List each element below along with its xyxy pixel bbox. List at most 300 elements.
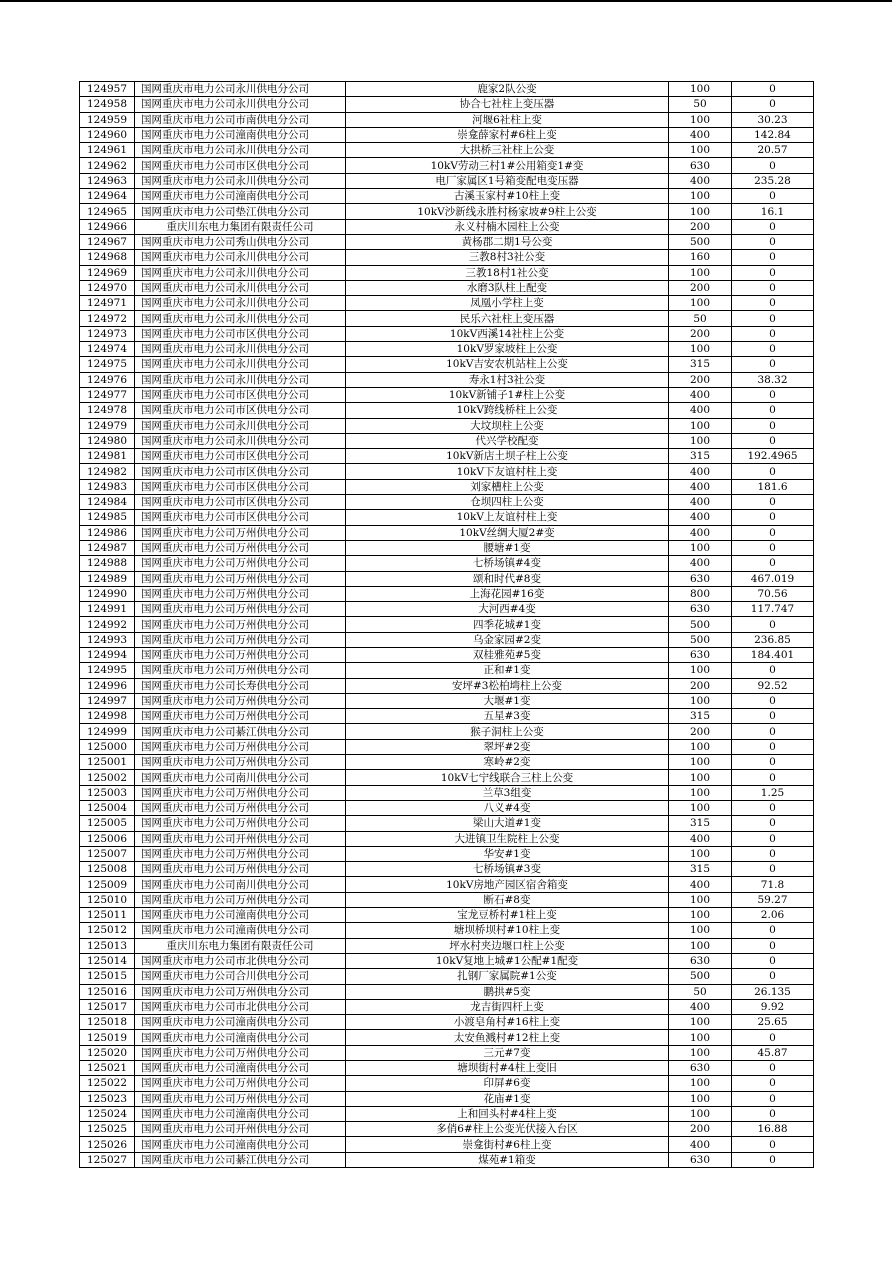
- capacity-cell: 100: [669, 693, 732, 708]
- row-id-cell: 124971: [80, 296, 135, 311]
- company-cell: 国网重庆市电力公司万州供电分公司: [135, 816, 346, 831]
- capacity-cell: 100: [669, 663, 732, 678]
- capacity-cell: 400: [669, 525, 732, 540]
- transformer-name-cell: 扎钢厂家属院#1公变: [346, 969, 669, 984]
- capacity-cell: 100: [669, 540, 732, 555]
- transformer-name-cell: 上和回头村#4柱上变: [346, 1106, 669, 1121]
- transformer-name-cell: 四季花城#1变: [346, 617, 669, 632]
- capacity-cell: 50: [669, 311, 732, 326]
- row-id-cell: 124958: [80, 97, 135, 112]
- transformer-name-cell: 大拱桥三社柱上公变: [346, 143, 669, 158]
- value-cell: 0: [732, 326, 814, 341]
- table-body: [80, 82, 814, 1168]
- table-row: [80, 311, 814, 326]
- transformer-name-cell: 正和#1变: [346, 663, 669, 678]
- row-id-cell: 124985: [80, 510, 135, 525]
- value-cell: 0: [732, 724, 814, 739]
- transformer-name-cell: 10kV七宁线联合三柱上公变: [346, 770, 669, 785]
- company-cell: 国网重庆市电力公司万州供电分公司: [135, 586, 346, 601]
- transformer-name-cell: 崇龛薛家村#6柱上变: [346, 127, 669, 142]
- transformer-name-cell: 民乐六社柱上变压器: [346, 311, 669, 326]
- company-cell: 国网重庆市电力公司永川供电分公司: [135, 357, 346, 372]
- transformer-name-cell: 10kV沙新线永胜村杨家坡#9柱上公变: [346, 204, 669, 219]
- transformer-name-cell: 鹿家2队公变: [346, 82, 669, 97]
- company-cell: 国网重庆市电力公司永川供电分公司: [135, 372, 346, 387]
- company-cell: 国网重庆市电力公司永川供电分公司: [135, 311, 346, 326]
- transformer-name-cell: 10kV上友谊村柱上变: [346, 510, 669, 525]
- row-id-cell: 124973: [80, 326, 135, 341]
- capacity-cell: 100: [669, 189, 732, 204]
- transformer-name-cell: 安坪#3松柏塆柱上公变: [346, 678, 669, 693]
- capacity-cell: 400: [669, 403, 732, 418]
- company-cell: 国网重庆市电力公司綦江供电分公司: [135, 1152, 346, 1167]
- capacity-cell: 630: [669, 1061, 732, 1076]
- company-cell: 国网重庆市电力公司市区供电分公司: [135, 387, 346, 402]
- company-cell: 国网重庆市电力公司潼南供电分公司: [135, 1030, 346, 1045]
- row-id-cell: 124974: [80, 342, 135, 357]
- table-row: [80, 663, 814, 678]
- transformer-name-cell: 代兴学校配变: [346, 433, 669, 448]
- company-cell: 国网重庆市电力公司市区供电分公司: [135, 510, 346, 525]
- company-cell: 国网重庆市电力公司万州供电分公司: [135, 739, 346, 754]
- row-id-cell: 124980: [80, 433, 135, 448]
- table-row: [80, 449, 814, 464]
- capacity-cell: 100: [669, 1106, 732, 1121]
- transformer-name-cell: 坪水村夹边堰口柱上公变: [346, 938, 669, 953]
- company-cell: 国网重庆市电力公司永川供电分公司: [135, 280, 346, 295]
- capacity-cell: 200: [669, 372, 732, 387]
- company-cell: 国网重庆市电力公司合川供电分公司: [135, 969, 346, 984]
- company-cell: 国网重庆市电力公司万州供电分公司: [135, 663, 346, 678]
- value-cell: 1.25: [732, 785, 814, 800]
- company-cell: 国网重庆市电力公司永川供电分公司: [135, 433, 346, 448]
- table-row: [80, 953, 814, 968]
- value-cell: 0: [732, 862, 814, 877]
- company-cell: 国网重庆市电力公司万州供电分公司: [135, 632, 346, 647]
- table-row: [80, 1015, 814, 1030]
- row-id-cell: 125003: [80, 785, 135, 800]
- company-cell: 国网重庆市电力公司潼南供电分公司: [135, 923, 346, 938]
- capacity-cell: 630: [669, 647, 732, 662]
- value-cell: 0: [732, 82, 814, 97]
- table-row: [80, 785, 814, 800]
- table-row: [80, 923, 814, 938]
- transformer-name-cell: 猴子洞柱上公变: [346, 724, 669, 739]
- capacity-cell: 100: [669, 418, 732, 433]
- row-id-cell: 125026: [80, 1137, 135, 1152]
- capacity-cell: 400: [669, 173, 732, 188]
- capacity-cell: 800: [669, 586, 732, 601]
- table-row: [80, 342, 814, 357]
- transformer-name-cell: 10kV下友谊村柱上变: [346, 464, 669, 479]
- company-cell: 国网重庆市电力公司潼南供电分公司: [135, 1015, 346, 1030]
- value-cell: 142.84: [732, 127, 814, 142]
- transformer-name-cell: 10kV丝绸大厦2#变: [346, 525, 669, 540]
- transformer-name-cell: 古溪玉家村#10柱上变: [346, 189, 669, 204]
- capacity-cell: 100: [669, 1030, 732, 1045]
- table-row: [80, 602, 814, 617]
- company-cell: 国网重庆市电力公司万州供电分公司: [135, 540, 346, 555]
- capacity-cell: 100: [669, 1045, 732, 1060]
- capacity-cell: 630: [669, 571, 732, 586]
- company-cell: 国网重庆市电力公司潼南供电分公司: [135, 1061, 346, 1076]
- capacity-cell: 100: [669, 112, 732, 127]
- transformer-name-cell: 翠坪#2变: [346, 739, 669, 754]
- row-id-cell: 125024: [80, 1106, 135, 1121]
- company-cell: 国网重庆市电力公司万州供电分公司: [135, 1045, 346, 1060]
- company-cell: 国网重庆市电力公司市区供电分公司: [135, 403, 346, 418]
- company-cell: 国网重庆市电力公司潼南供电分公司: [135, 1137, 346, 1152]
- value-cell: 20.57: [732, 143, 814, 158]
- company-cell: 国网重庆市电力公司万州供电分公司: [135, 846, 346, 861]
- row-id-cell: 125013: [80, 938, 135, 953]
- transformer-name-cell: 华安#1变: [346, 846, 669, 861]
- value-cell: 0: [732, 831, 814, 846]
- value-cell: 0: [732, 357, 814, 372]
- table-row: [80, 709, 814, 724]
- table-row: [80, 1091, 814, 1106]
- value-cell: 0: [732, 311, 814, 326]
- table-row: [80, 984, 814, 999]
- row-id-cell: 124991: [80, 602, 135, 617]
- value-cell: 30.23: [732, 112, 814, 127]
- company-cell: 国网重庆市电力公司万州供电分公司: [135, 602, 346, 617]
- capacity-cell: 100: [669, 1091, 732, 1106]
- company-cell: 国网重庆市电力公司市北供电分公司: [135, 999, 346, 1014]
- row-id-cell: 124963: [80, 173, 135, 188]
- row-id-cell: 125023: [80, 1091, 135, 1106]
- row-id-cell: 124966: [80, 219, 135, 234]
- capacity-cell: 500: [669, 234, 732, 249]
- table-row: [80, 770, 814, 785]
- capacity-cell: 100: [669, 342, 732, 357]
- capacity-cell: 100: [669, 265, 732, 280]
- value-cell: 181.6: [732, 479, 814, 494]
- transformer-name-cell: 颂和时代#8变: [346, 571, 669, 586]
- capacity-cell: 100: [669, 770, 732, 785]
- table-row: [80, 908, 814, 923]
- row-id-cell: 125002: [80, 770, 135, 785]
- row-id-cell: 124990: [80, 586, 135, 601]
- row-id-cell: 125015: [80, 969, 135, 984]
- value-cell: 16.1: [732, 204, 814, 219]
- table-row: [80, 617, 814, 632]
- value-cell: 38.32: [732, 372, 814, 387]
- company-cell: 国网重庆市电力公司万州供电分公司: [135, 617, 346, 632]
- capacity-cell: 50: [669, 984, 732, 999]
- row-id-cell: 125006: [80, 831, 135, 846]
- row-id-cell: 124998: [80, 709, 135, 724]
- value-cell: 0: [732, 158, 814, 173]
- row-id-cell: 124977: [80, 387, 135, 402]
- row-id-cell: 124999: [80, 724, 135, 739]
- company-cell: 国网重庆市电力公司万州供电分公司: [135, 709, 346, 724]
- value-cell: 0: [732, 755, 814, 770]
- table-row: [80, 877, 814, 892]
- company-cell: 国网重庆市电力公司万州供电分公司: [135, 862, 346, 877]
- row-id-cell: 124975: [80, 357, 135, 372]
- transformer-name-cell: 电厂家属区1号箱变配电变压器: [346, 173, 669, 188]
- company-cell: 国网重庆市电力公司永川供电分公司: [135, 250, 346, 265]
- company-cell: 国网重庆市电力公司永川供电分公司: [135, 296, 346, 311]
- capacity-cell: 400: [669, 510, 732, 525]
- row-id-cell: 124969: [80, 265, 135, 280]
- company-cell: 国网重庆市电力公司垫江供电分公司: [135, 204, 346, 219]
- value-cell: 0: [732, 342, 814, 357]
- table-row: [80, 158, 814, 173]
- transformer-name-cell: 仓坝四柱上公变: [346, 495, 669, 510]
- table-row: [80, 204, 814, 219]
- value-cell: 0: [732, 1030, 814, 1045]
- value-cell: 45.87: [732, 1045, 814, 1060]
- transformer-name-cell: 凤凰小学柱上变: [346, 296, 669, 311]
- company-cell: 国网重庆市电力公司永川供电分公司: [135, 173, 346, 188]
- value-cell: 0: [732, 1091, 814, 1106]
- company-cell: 国网重庆市电力公司市区供电分公司: [135, 495, 346, 510]
- capacity-cell: 630: [669, 1152, 732, 1167]
- table-row: [80, 82, 814, 97]
- page-top-border: [0, 0, 892, 2]
- value-cell: 0: [732, 800, 814, 815]
- capacity-cell: 100: [669, 204, 732, 219]
- row-id-cell: 124989: [80, 571, 135, 586]
- transformer-name-cell: 10kV复地上城#1公配#1配变: [346, 953, 669, 968]
- row-id-cell: 124970: [80, 280, 135, 295]
- capacity-cell: 200: [669, 678, 732, 693]
- row-id-cell: 125010: [80, 892, 135, 907]
- row-id-cell: 124961: [80, 143, 135, 158]
- row-id-cell: 124983: [80, 479, 135, 494]
- transformer-name-cell: 10kV新店土坝子柱上公变: [346, 449, 669, 464]
- capacity-cell: 100: [669, 1076, 732, 1091]
- capacity-cell: 200: [669, 326, 732, 341]
- table-row: [80, 97, 814, 112]
- transformer-name-cell: 八义#4变: [346, 800, 669, 815]
- transformer-name-cell: 黄杨郡二期1号公变: [346, 234, 669, 249]
- capacity-cell: 100: [669, 1015, 732, 1030]
- company-cell: 国网重庆市电力公司永川供电分公司: [135, 342, 346, 357]
- capacity-cell: 160: [669, 250, 732, 265]
- table-row: [80, 495, 814, 510]
- transformer-name-cell: 断石#8变: [346, 892, 669, 907]
- company-cell: 国网重庆市电力公司潼南供电分公司: [135, 1106, 346, 1121]
- company-cell: 国网重庆市电力公司市北供电分公司: [135, 953, 346, 968]
- transformer-name-cell: 10kV跨线桥柱上公变: [346, 403, 669, 418]
- row-id-cell: 125007: [80, 846, 135, 861]
- value-cell: 0: [732, 189, 814, 204]
- capacity-cell: 200: [669, 219, 732, 234]
- capacity-cell: 400: [669, 556, 732, 571]
- transformer-name-cell: 煤苑#1箱变: [346, 1152, 669, 1167]
- company-cell: 国网重庆市电力公司永川供电分公司: [135, 143, 346, 158]
- row-id-cell: 125011: [80, 908, 135, 923]
- value-cell: 0: [732, 1152, 814, 1167]
- value-cell: 2.06: [732, 908, 814, 923]
- row-id-cell: 125021: [80, 1061, 135, 1076]
- capacity-cell: 100: [669, 785, 732, 800]
- row-id-cell: 125000: [80, 739, 135, 754]
- table-row: [80, 296, 814, 311]
- value-cell: 0: [732, 1076, 814, 1091]
- row-id-cell: 125009: [80, 877, 135, 892]
- table-row: [80, 1061, 814, 1076]
- value-cell: 0: [732, 556, 814, 571]
- row-id-cell: 124986: [80, 525, 135, 540]
- table-row: [80, 280, 814, 295]
- company-cell: 国网重庆市电力公司南川供电分公司: [135, 877, 346, 892]
- transformer-name-cell: 寿永1村3社公变: [346, 372, 669, 387]
- capacity-cell: 200: [669, 724, 732, 739]
- capacity-cell: 100: [669, 923, 732, 938]
- capacity-cell: 315: [669, 709, 732, 724]
- table-row: [80, 1045, 814, 1060]
- row-id-cell: 124960: [80, 127, 135, 142]
- table-row: [80, 479, 814, 494]
- transformer-name-cell: 10kV新铺子1#柱上公变: [346, 387, 669, 402]
- capacity-cell: 400: [669, 999, 732, 1014]
- row-id-cell: 125001: [80, 755, 135, 770]
- table-row: [80, 1137, 814, 1152]
- row-id-cell: 124993: [80, 632, 135, 647]
- table-row: [80, 433, 814, 448]
- value-cell: 0: [732, 219, 814, 234]
- transformer-name-cell: 塘坝街村#4柱上变旧: [346, 1061, 669, 1076]
- row-id-cell: 124964: [80, 189, 135, 204]
- capacity-cell: 100: [669, 755, 732, 770]
- table-row: [80, 540, 814, 555]
- table-row: [80, 403, 814, 418]
- transformer-name-cell: 10kV劳动三村1#公用箱变1#变: [346, 158, 669, 173]
- value-cell: 0: [732, 816, 814, 831]
- company-cell: 国网重庆市电力公司长寿供电分公司: [135, 678, 346, 693]
- row-id-cell: 124976: [80, 372, 135, 387]
- value-cell: 9.92: [732, 999, 814, 1014]
- table-row: [80, 816, 814, 831]
- value-cell: 0: [732, 617, 814, 632]
- value-cell: 70.56: [732, 586, 814, 601]
- transformer-name-cell: 10kV罗家坡柱上公变: [346, 342, 669, 357]
- table-row: [80, 1122, 814, 1137]
- value-cell: 0: [732, 234, 814, 249]
- table-row: [80, 326, 814, 341]
- company-cell: 国网重庆市电力公司市区供电分公司: [135, 464, 346, 479]
- value-cell: 0: [732, 265, 814, 280]
- value-cell: 0: [732, 1137, 814, 1152]
- transformer-name-cell: 五星#3变: [346, 709, 669, 724]
- table-row: [80, 678, 814, 693]
- capacity-cell: 400: [669, 877, 732, 892]
- table-row: [80, 112, 814, 127]
- company-cell: 国网重庆市电力公司万州供电分公司: [135, 1076, 346, 1091]
- company-cell: 国网重庆市电力公司开州供电分公司: [135, 831, 346, 846]
- value-cell: 0: [732, 97, 814, 112]
- value-cell: 184.401: [732, 647, 814, 662]
- value-cell: 0: [732, 510, 814, 525]
- value-cell: 0: [732, 403, 814, 418]
- value-cell: 16.88: [732, 1122, 814, 1137]
- value-cell: 0: [732, 846, 814, 861]
- transformer-table: [79, 81, 814, 1168]
- company-cell: 国网重庆市电力公司市南供电分公司: [135, 112, 346, 127]
- table-row: [80, 556, 814, 571]
- capacity-cell: 100: [669, 892, 732, 907]
- transformer-name-cell: 上海花园#16变: [346, 586, 669, 601]
- row-id-cell: 124997: [80, 693, 135, 708]
- value-cell: 0: [732, 938, 814, 953]
- transformer-name-cell: 兰草3组变: [346, 785, 669, 800]
- row-id-cell: 125014: [80, 953, 135, 968]
- table-row: [80, 571, 814, 586]
- table-row: [80, 464, 814, 479]
- row-id-cell: 124987: [80, 540, 135, 555]
- table-row: [80, 173, 814, 188]
- company-cell: 国网重庆市电力公司綦江供电分公司: [135, 724, 346, 739]
- company-cell: 国网重庆市电力公司潼南供电分公司: [135, 189, 346, 204]
- transformer-name-cell: 三教18村1社公变: [346, 265, 669, 280]
- transformer-name-cell: 印屏#6变: [346, 1076, 669, 1091]
- table-row: [80, 632, 814, 647]
- row-id-cell: 125027: [80, 1152, 135, 1167]
- company-cell: 国网重庆市电力公司永川供电分公司: [135, 82, 346, 97]
- value-cell: 0: [732, 387, 814, 402]
- table-row: [80, 800, 814, 815]
- table-row: [80, 831, 814, 846]
- capacity-cell: 100: [669, 296, 732, 311]
- transformer-name-cell: 大堰#1变: [346, 693, 669, 708]
- transformer-name-cell: 双桂雅苑#5变: [346, 647, 669, 662]
- capacity-cell: 100: [669, 938, 732, 953]
- capacity-cell: 500: [669, 617, 732, 632]
- table-row: [80, 357, 814, 372]
- transformer-name-cell: 大坟坝柱上公变: [346, 418, 669, 433]
- row-id-cell: 124984: [80, 495, 135, 510]
- table-row: [80, 510, 814, 525]
- company-cell: 国网重庆市电力公司万州供电分公司: [135, 556, 346, 571]
- row-id-cell: 124957: [80, 82, 135, 97]
- row-id-cell: 125019: [80, 1030, 135, 1045]
- transformer-name-cell: 协合七社柱上变压器: [346, 97, 669, 112]
- transformer-name-cell: 塘坝桥坝村#10柱上变: [346, 923, 669, 938]
- row-id-cell: 125008: [80, 862, 135, 877]
- row-id-cell: 124965: [80, 204, 135, 219]
- company-cell: 国网重庆市电力公司万州供电分公司: [135, 984, 346, 999]
- value-cell: 235.28: [732, 173, 814, 188]
- value-cell: 0: [732, 1061, 814, 1076]
- transformer-name-cell: 三元#7变: [346, 1045, 669, 1060]
- value-cell: 0: [732, 280, 814, 295]
- transformer-name-cell: 10kV房地产园区宿舍箱变: [346, 877, 669, 892]
- capacity-cell: 500: [669, 969, 732, 984]
- company-cell: 重庆川东电力集团有限责任公司: [135, 219, 346, 234]
- row-id-cell: 124992: [80, 617, 135, 632]
- row-id-cell: 125016: [80, 984, 135, 999]
- row-id-cell: 125020: [80, 1045, 135, 1060]
- capacity-cell: 400: [669, 464, 732, 479]
- company-cell: 国网重庆市电力公司万州供电分公司: [135, 693, 346, 708]
- table-row: [80, 387, 814, 402]
- value-cell: 0: [732, 540, 814, 555]
- table-row: [80, 755, 814, 770]
- capacity-cell: 100: [669, 433, 732, 448]
- company-cell: 国网重庆市电力公司市区供电分公司: [135, 479, 346, 494]
- transformer-name-cell: 太安鱼溅村#12柱上变: [346, 1030, 669, 1045]
- company-cell: 国网重庆市电力公司永川供电分公司: [135, 265, 346, 280]
- value-cell: 0: [732, 969, 814, 984]
- row-id-cell: 125004: [80, 800, 135, 815]
- capacity-cell: 630: [669, 158, 732, 173]
- transformer-name-cell: 大河西#4变: [346, 602, 669, 617]
- value-cell: 117.747: [732, 602, 814, 617]
